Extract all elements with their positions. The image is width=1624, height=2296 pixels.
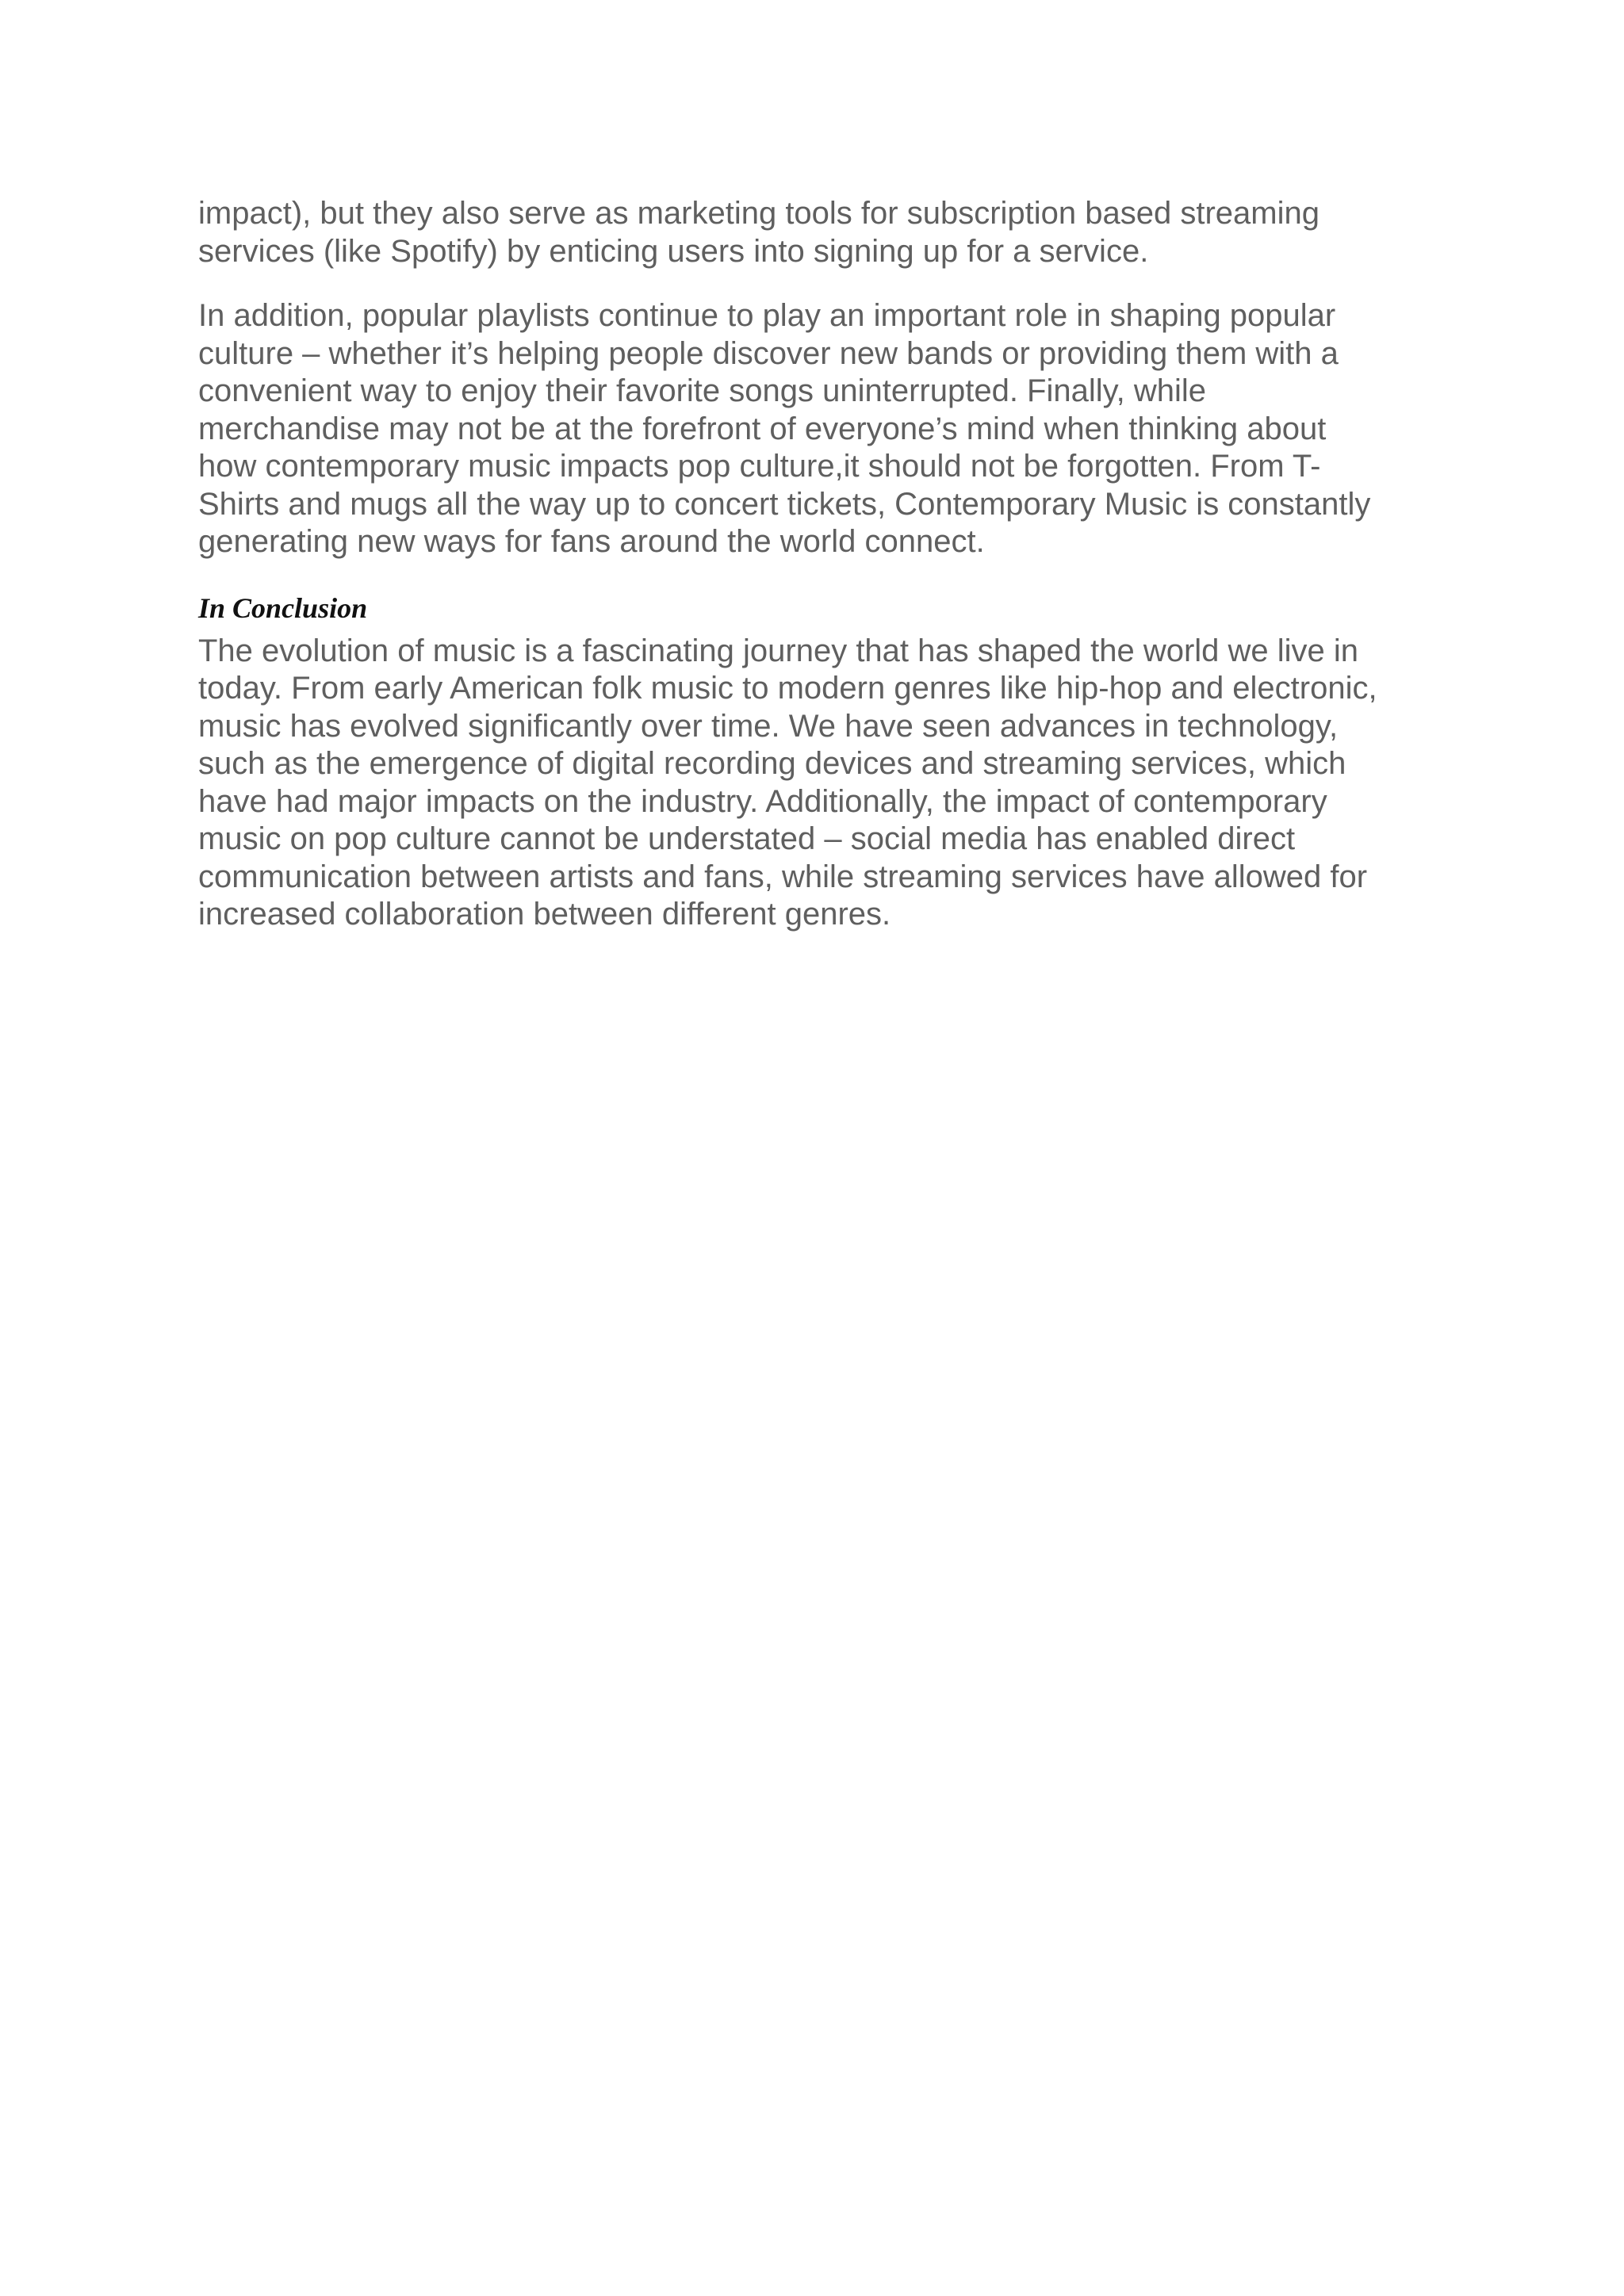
text-line: convenient way to enjoy their favorite songs uninterrupted. Finally, while: [198, 373, 1207, 408]
text-line: services (like Spotify) by enticing users into signing up for a service.: [198, 233, 1149, 269]
text-line: today. From early American folk music to modern genres like hip-hop and electronic,: [198, 671, 1377, 706]
text-line: music on pop culture cannot be understated – social media has enabled direct: [198, 821, 1296, 856]
text-line: communication between artists and fans, while streaming services have allowed for: [198, 859, 1368, 894]
text-line: The evolution of music is a fascinating journey that has shaped the world we live in: [198, 633, 1359, 668]
text-line: have had major impacts on the industry. Additionally, the impact of contemporary: [198, 783, 1327, 819]
paragraph-streaming-marketing: [198, 195, 1435, 270]
text-line: such as the emergence of digital recording devices and streaming services, which: [198, 746, 1346, 781]
text-line: how contemporary music impacts pop culture,it should not be forgotten. From T-: [198, 449, 1321, 484]
text-line: generating new ways for fans around the world connect.: [198, 524, 985, 559]
text-line: In addition, popular playlists continue to play an important role in shaping popular: [198, 298, 1336, 333]
text-line: Shirts and mugs all the way up to concert tickets, Contemporary Music is constantly: [198, 486, 1371, 522]
text-line: culture – whether it’s helping people discover new bands or providing them with a: [198, 335, 1339, 371]
text-line: impact), but they also serve as marketing tools for subscription based streaming: [198, 196, 1320, 231]
document-body: [198, 195, 1435, 934]
text-line: increased collaboration between different genres.: [198, 897, 891, 932]
text-line: merchandise may not be at the forefront of everyone’s mind when thinking about: [198, 411, 1327, 446]
text-line: music has evolved significantly over time. We have seen advances in technology,: [198, 708, 1339, 744]
paragraph-playlists-merchandise: [198, 297, 1435, 561]
section-heading-conclusion: In Conclusion: [198, 591, 368, 624]
paragraph-conclusion: [198, 633, 1435, 934]
